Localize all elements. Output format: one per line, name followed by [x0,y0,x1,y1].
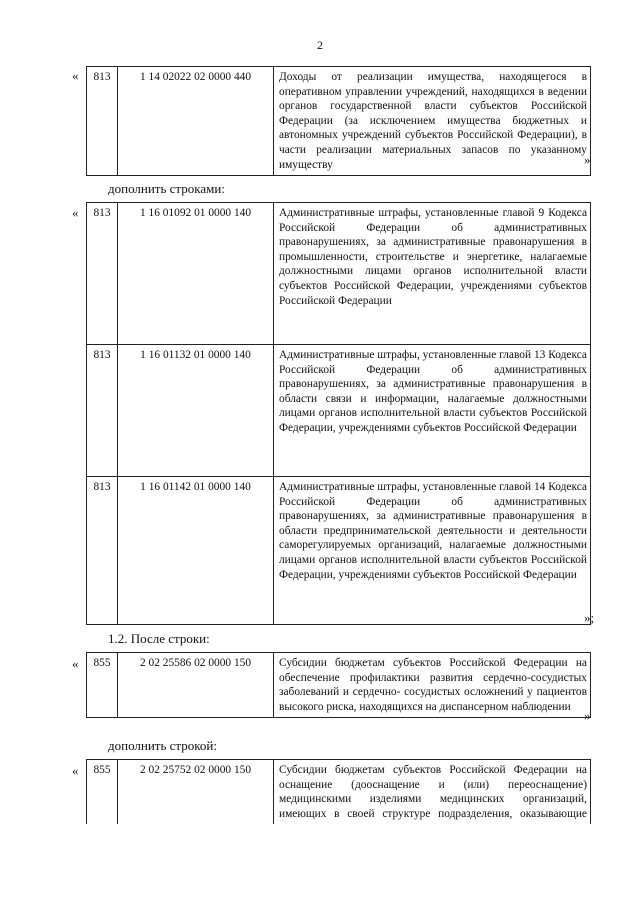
table-row [87,760,591,825]
description-cell: Субсидии бюджетам субъектов Российской Федерации на оснащение (дооснащение и (или) переоснащение) медицинскими изделиями медицинских организаций, имеющих в своей структуре подразделения, оказывающие [274,760,591,825]
description-cell: Субсидии бюджетам субъектов Российской Федерации на обеспечение профилактики развития сердечно-сосудистых заболеваний и сердечно- сосудистых осложнений у пациентов высокого риска, находящихся на диспансерном наблюдении [274,653,591,718]
budget-table-new-row [86,759,591,824]
budget-table-existing [86,66,591,176]
kbk-code-cell: 2 02 25586 02 0000 150 [118,653,274,718]
kbk-code-cell: 1 16 01142 01 0000 140 [118,477,274,625]
table-row [87,653,591,718]
budget-table-after-row [86,652,591,718]
section-1-2-heading: 1.2. После строки: [108,631,210,646]
table-row [87,345,591,477]
open-quote: « [72,68,79,83]
table-row [87,477,591,625]
budget-table-additions [86,202,591,625]
open-quote: « [72,763,79,778]
instruction-add-row: дополнить строкой: [108,738,217,753]
table-row [87,203,591,345]
kbk-code-cell: 1 14 02022 02 0000 440 [118,67,274,176]
close-quote: » [584,708,591,723]
description-cell: Административные штрафы, установленные главой 13 Кодекса Российской Федерации об административных правонарушениях, за административные правонарушения в области связи и информации, налагаемые должностными лицами органов исполнительной власти субъектов Российской Федерации, учреждениями субъектов Российской Федерации [274,345,591,477]
admin-code-cell: 813 [87,67,118,176]
admin-code-cell: 813 [87,477,118,625]
table-row [87,67,591,176]
admin-code-cell: 813 [87,203,118,345]
admin-code-cell: 855 [87,653,118,718]
kbk-code-cell: 1 16 01092 01 0000 140 [118,203,274,345]
admin-code-cell: 813 [87,345,118,477]
open-quote: « [72,656,79,671]
kbk-code-cell: 2 02 25752 02 0000 150 [118,760,274,825]
page-number: 2 [317,38,323,52]
description-cell: Административные штрафы, установленные главой 14 Кодекса Российской Федерации об административных правонарушениях, за административные правонарушения в области предпринимательской деятельности и деятельности саморегулируемых организаций, налагаемые должностными лицами органов исполнительной власти субъектов Российской Федерации, учреждениями субъектов Российской Федерации [274,477,591,625]
description-cell: Административные штрафы, установленные главой 9 Кодекса Российской Федерации об административных правонарушениях, за административные правонарушения в промышленности, строительстве и энергетике, налагаемые должностными лицами органов исполнительной власти субъектов Российской Федерации, учреждениями субъектов Российской Федерации [274,203,591,345]
kbk-code-cell: 1 16 01132 01 0000 140 [118,345,274,477]
close-quote-semicolon: »; [584,610,595,625]
admin-code-cell: 855 [87,760,118,825]
description-cell: Доходы от реализации имущества, находящегося в оперативном управлении учреждений, находящихся в ведении органов государственной власти субъектов Российской Федерации (за исключением имущества бюджетных и автономных учреждений субъектов Российской Федерации), в части реализации материальных запасов по указанному имуществу [274,67,591,176]
instruction-add-rows: дополнить строками: [108,181,225,196]
close-quote: » [584,152,591,167]
open-quote: « [72,205,79,220]
